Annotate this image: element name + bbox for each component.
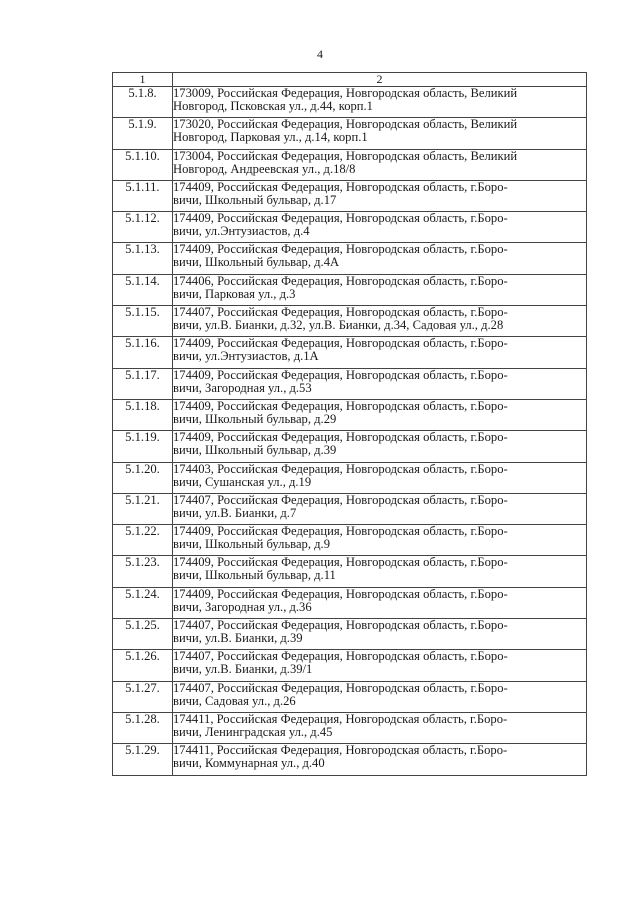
row-number: 5.1.20. — [113, 462, 173, 493]
row-address — [173, 87, 587, 118]
address-line-2: вичи, ул.В. Бианки, д.39/1 — [173, 662, 313, 677]
row-number: 5.1.10. — [113, 149, 173, 180]
table-row — [113, 462, 587, 493]
address-line-2: вичи, Загородная ул., д.53 — [173, 380, 312, 395]
page-number: 4 — [317, 47, 323, 61]
address-line-2: вичи, Сушанская ул., д.19 — [173, 474, 312, 489]
table-row — [113, 149, 587, 180]
table-row — [113, 744, 587, 775]
address-line-1: 174411, Российская Федерация, Новгородская область, г.Боро- — [173, 712, 508, 726]
row-address — [173, 212, 587, 243]
table-row — [113, 368, 587, 399]
row-number: 5.1.12. — [113, 212, 173, 243]
row-number: 5.1.22. — [113, 525, 173, 556]
address-line-2: Новгород, Псковская ул., д.44, корп.1 — [173, 99, 373, 113]
row-number: 5.1.27. — [113, 681, 173, 712]
row-address — [173, 337, 587, 368]
row-number: 5.1.16. — [113, 337, 173, 368]
table-row — [113, 118, 587, 149]
row-address — [173, 306, 587, 337]
address-line-1: 174409, Российская Федерация, Новгородская область, г.Боро- — [173, 211, 508, 226]
table-row — [113, 274, 587, 305]
row-address — [173, 712, 587, 743]
table-row — [113, 399, 587, 430]
row-address — [173, 650, 587, 681]
address-line-2: вичи, ул.Энтузиастов, д.4 — [173, 224, 310, 239]
row-number: 5.1.25. — [113, 619, 173, 650]
address-line-1: 174407, Российская Федерация, Новгородская область, г.Боро- — [173, 493, 508, 507]
row-number: 5.1.14. — [113, 274, 173, 305]
table-row — [113, 587, 587, 618]
row-number: 5.1.13. — [113, 243, 173, 274]
address-line-1: 174409, Российская Федерация, Новгородская область, г.Боро- — [173, 399, 508, 413]
row-number: 5.1.17. — [113, 368, 173, 399]
row-number: 5.1.24. — [113, 587, 173, 618]
table-row — [113, 431, 587, 462]
address-line-2: вичи, Загородная ул., д.36 — [173, 599, 312, 614]
row-number: 5.1.19. — [113, 431, 173, 462]
address-line-2: вичи, Школьный бульвар, д.39 — [173, 443, 337, 458]
address-line-1: 174409, Российская Федерация, Новгородская область, г.Боро- — [173, 180, 508, 194]
address-line-1: 174403, Российская Федерация, Новгородская область, г.Боро- — [173, 462, 508, 476]
row-number: 5.1.26. — [113, 650, 173, 681]
address-line-1: 174407, Российская Федерация, Новгородская область, г.Боро- — [173, 618, 508, 633]
address-line-1: 174409, Российская Федерация, Новгородская область, г.Боро- — [173, 242, 508, 257]
address-line-2: вичи, ул.Энтузиастов, д.1А — [173, 349, 319, 364]
address-line-2: Новгород, Парковая ул., д.14, корп.1 — [173, 130, 368, 145]
row-number: 5.1.28. — [113, 712, 173, 743]
address-line-2: вичи, ул.В. Бианки, д.39 — [173, 631, 303, 646]
row-address — [173, 493, 587, 524]
address-table — [112, 72, 587, 776]
address-line-1: 174409, Российская Федерация, Новгородская область, г.Боро- — [173, 587, 508, 601]
row-number: 5.1.23. — [113, 556, 173, 587]
address-line-2: Новгород, Андреевская ул., д.18/8 — [173, 161, 356, 176]
table-row — [113, 306, 587, 337]
row-address — [173, 462, 587, 493]
address-line-1: 174407, Российская Федерация, Новгородская область, г.Боро- — [173, 681, 508, 695]
row-address — [173, 525, 587, 556]
row-number: 5.1.21. — [113, 493, 173, 524]
row-number: 5.1.18. — [113, 399, 173, 430]
address-line-2: вичи, Школьный бульвар, д.4А — [173, 255, 340, 270]
row-number: 5.1.8. — [113, 87, 173, 118]
address-line-2: вичи, Коммунарная ул., д.40 — [173, 756, 325, 771]
address-line-2: вичи, Школьный бульвар, д.11 — [173, 568, 336, 583]
address-line-1: 174409, Российская Федерация, Новгородская область, г.Боро- — [173, 555, 508, 570]
table-row — [113, 556, 587, 587]
address-line-1: 173004, Российская Федерация, Новгородская область, Великий — [173, 149, 518, 163]
address-line-2: вичи, Школьный бульвар, д.17 — [173, 192, 337, 207]
table-row — [113, 619, 587, 650]
address-line-1: 174409, Российская Федерация, Новгородская область, г.Боро- — [173, 368, 508, 382]
table-row — [113, 493, 587, 524]
row-address — [173, 368, 587, 399]
address-line-1: 174407, Российская Федерация, Новгородская область, г.Боро- — [173, 649, 508, 664]
row-address — [173, 243, 587, 274]
address-line-2: вичи, Ленинградская ул., д.45 — [173, 724, 333, 739]
row-address — [173, 619, 587, 650]
row-address — [173, 180, 587, 211]
address-line-2: вичи, ул.В. Бианки, д.32, ул.В. Бианки, д.34, Садовая ул., д.28 — [173, 318, 504, 333]
table-header-row — [113, 73, 587, 87]
address-line-1: 174409, Российская Федерация, Новгородская область, г.Боро- — [173, 524, 508, 539]
row-address — [173, 274, 587, 305]
table-row — [113, 180, 587, 211]
table-row — [113, 681, 587, 712]
row-address — [173, 399, 587, 430]
row-address — [173, 681, 587, 712]
address-line-1: 174409, Российская Федерация, Новгородская область, г.Боро- — [173, 336, 508, 351]
address-line-1: 174407, Российская Федерация, Новгородская область, г.Боро- — [173, 305, 508, 320]
address-line-2: вичи, ул.В. Бианки, д.7 — [173, 505, 297, 520]
address-line-2: вичи, Садовая ул., д.26 — [173, 693, 296, 708]
address-line-1: 174406, Российская Федерация, Новгородская область, г.Боро- — [173, 274, 508, 288]
address-line-2: вичи, Парковая ул., д.3 — [173, 286, 296, 301]
address-line-2: вичи, Школьный бульвар, д.29 — [173, 411, 337, 426]
table-row — [113, 87, 587, 118]
row-number: 5.1.29. — [113, 744, 173, 775]
table-row — [113, 650, 587, 681]
row-address — [173, 556, 587, 587]
row-address — [173, 744, 587, 775]
row-address — [173, 431, 587, 462]
address-line-1: 173020, Российская Федерация, Новгородская область, Великий — [173, 117, 518, 132]
table-row — [113, 712, 587, 743]
table-row — [113, 243, 587, 274]
table-row — [113, 525, 587, 556]
table-row — [113, 212, 587, 243]
address-line-1: 174411, Российская Федерация, Новгородская область, г.Боро- — [173, 743, 508, 758]
address-line-2: вичи, Школьный бульвар, д.9 — [173, 537, 331, 552]
row-number: 5.1.15. — [113, 306, 173, 337]
row-address — [173, 149, 587, 180]
column-header-address: 2 — [173, 73, 587, 87]
table-row — [113, 337, 587, 368]
address-line-1: 173009, Российская Федерация, Новгородская область, Великий — [173, 86, 518, 100]
address-line-1: 174409, Российская Федерация, Новгородская область, г.Боро- — [173, 430, 508, 445]
row-address — [173, 587, 587, 618]
row-address — [173, 118, 587, 149]
column-header-number: 1 — [113, 73, 173, 87]
row-number: 5.1.9. — [113, 118, 173, 149]
row-number: 5.1.11. — [113, 180, 173, 211]
